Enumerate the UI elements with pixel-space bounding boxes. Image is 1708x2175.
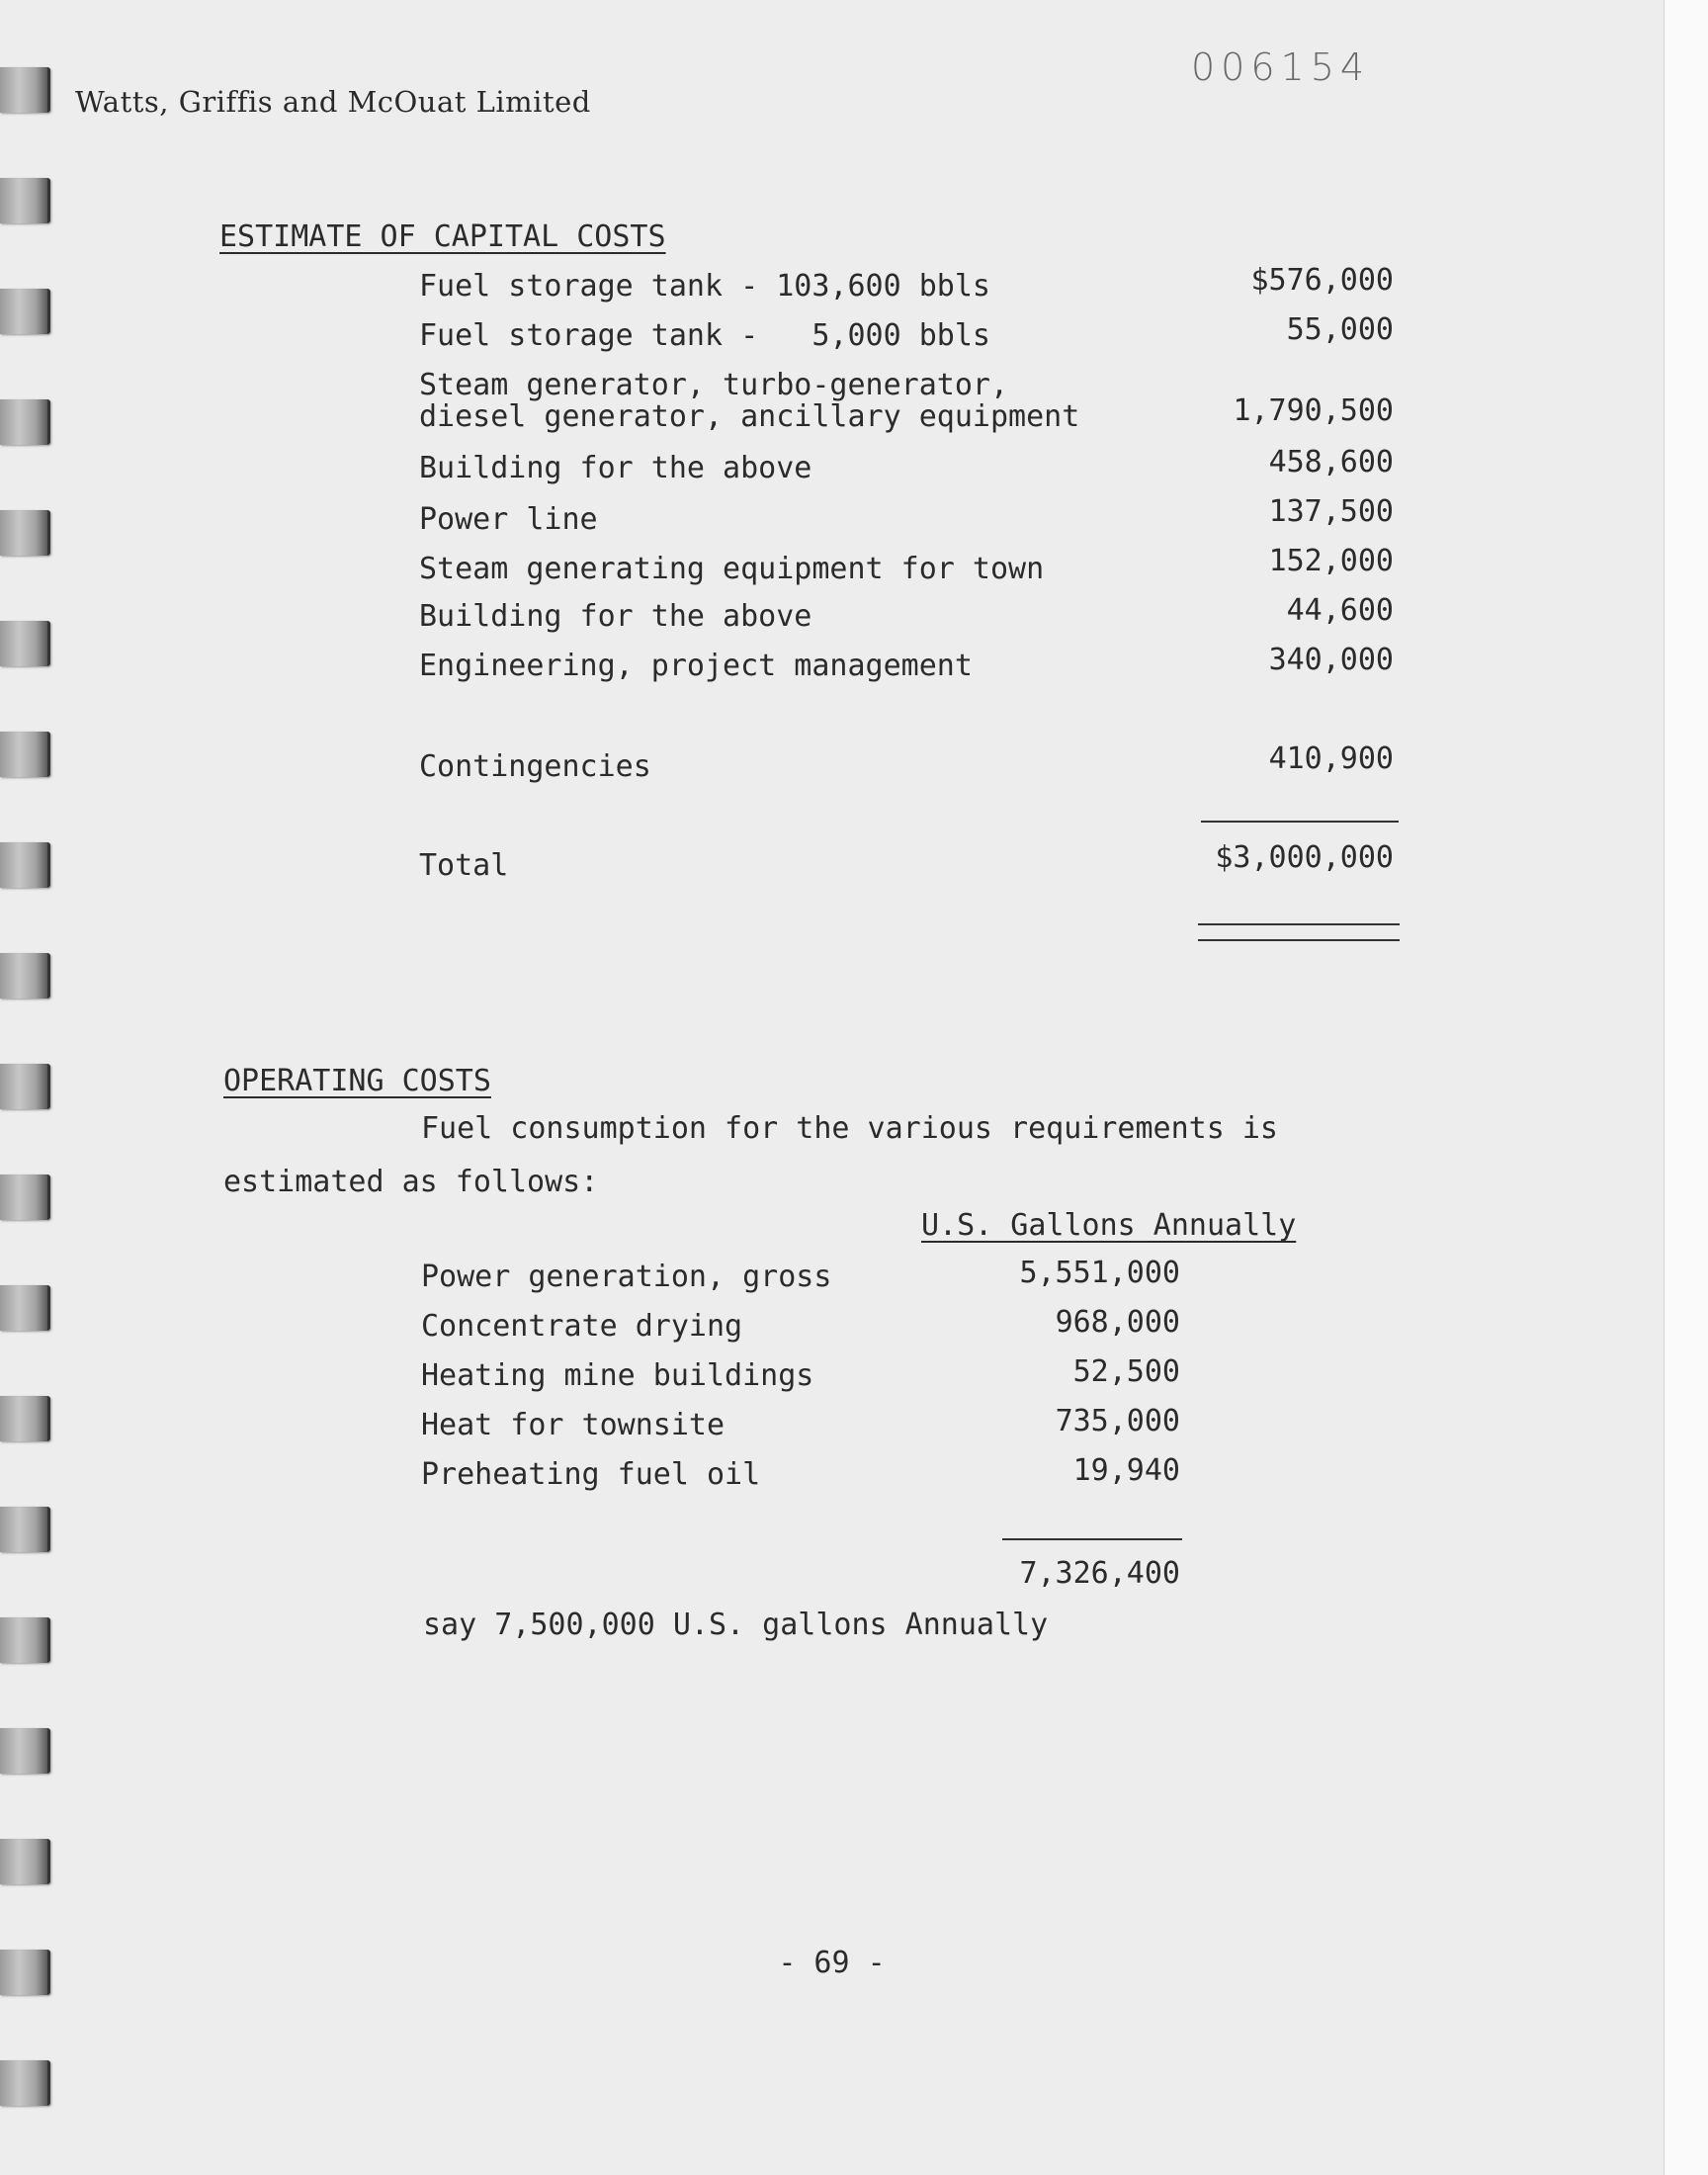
binding-ring [0,1396,50,1441]
binding-ring [0,1507,50,1552]
fuel-item-amount: 5,551,000 [1019,1256,1180,1290]
capital-item-label: Fuel storage tank - 5,000 bbls [419,318,990,353]
document-number: 006154 [1191,45,1371,89]
binding-ring [0,1064,50,1109]
binding-ring [0,732,50,777]
total-amount: $3,000,000 [1215,840,1394,875]
binding-ring [0,399,50,445]
letterhead: Watts, Griffis and McOuat Limited [75,85,591,119]
binding-ring [0,289,50,334]
binding-ring [0,1617,50,1663]
operating-costs-heading: OPERATING COSTS [223,1064,491,1098]
fuel-item-label: Heat for townsite [421,1408,726,1442]
subtotal-rule [1201,821,1399,823]
spiral-binding [0,0,59,2175]
binding-ring [0,953,50,999]
fuel-item-amount: 735,000 [1055,1404,1180,1438]
fuel-subtotal-rule [1002,1538,1182,1540]
fuel-item-label: Power generation, gross [421,1260,832,1294]
operating-intro-line2: estimated as follows: [223,1165,599,1199]
fuel-item-label: Preheating fuel oil [421,1457,761,1492]
binding-ring [0,2060,50,2106]
capital-item-amount: $576,000 [1250,263,1394,298]
binding-ring [0,1728,50,1774]
binding-ring [0,178,50,223]
binding-ring [0,1285,50,1331]
capital-item-label: Fuel storage tank - 103,600 bbls [419,269,990,304]
capital-item-label: Engineering, project management [419,649,973,683]
binding-ring [0,67,50,113]
page-number: - 69 - [778,1946,886,1980]
page-edge [1664,0,1708,2175]
total-double-rule-bottom [1198,939,1400,941]
capital-item-amount: 137,500 [1268,494,1394,529]
binding-ring [0,621,50,666]
capital-item-amount: 410,900 [1268,741,1394,776]
capital-item-amount: 44,600 [1286,593,1394,628]
binding-ring [0,510,50,556]
fuel-summary: say 7,500,000 U.S. gallons Annually [423,1608,1049,1642]
total-label: Total [419,848,509,883]
capital-item-label: Steam generating equipment for town [419,552,1045,586]
binding-ring [0,842,50,888]
capital-item-amount: 55,000 [1286,312,1394,347]
fuel-item-amount: 52,500 [1072,1354,1180,1389]
fuel-item-label: Concentrate drying [421,1309,743,1344]
gallons-column-header: U.S. Gallons Annually [921,1208,1297,1243]
capital-item-amount: 1,790,500 [1233,393,1394,428]
capital-item-label-continued: diesel generator, ancillary equipment [419,399,1080,434]
capital-item-label: Power line [419,502,598,537]
capital-item-amount: 458,600 [1268,445,1394,479]
binding-ring [0,1174,50,1220]
fuel-item-amount: 19,940 [1072,1453,1180,1488]
fuel-item-label: Heating mine buildings [421,1358,814,1393]
operating-intro-line1: Fuel consumption for the various requirements is [421,1111,1278,1146]
fuel-subtotal: 7,326,400 [1019,1556,1180,1591]
capital-item-amount: 340,000 [1268,643,1394,677]
capital-item-label: Steam generator, turbo-generator, [419,368,1009,402]
capital-item-label: Contingencies [419,749,651,784]
total-double-rule-top [1198,923,1400,925]
capital-item-label: Building for the above [419,451,812,485]
capital-costs-heading: ESTIMATE OF CAPITAL COSTS [219,219,666,254]
binding-ring [0,1839,50,1884]
capital-item-amount: 152,000 [1268,544,1394,578]
capital-item-label: Building for the above [419,599,812,634]
fuel-item-amount: 968,000 [1055,1305,1180,1340]
